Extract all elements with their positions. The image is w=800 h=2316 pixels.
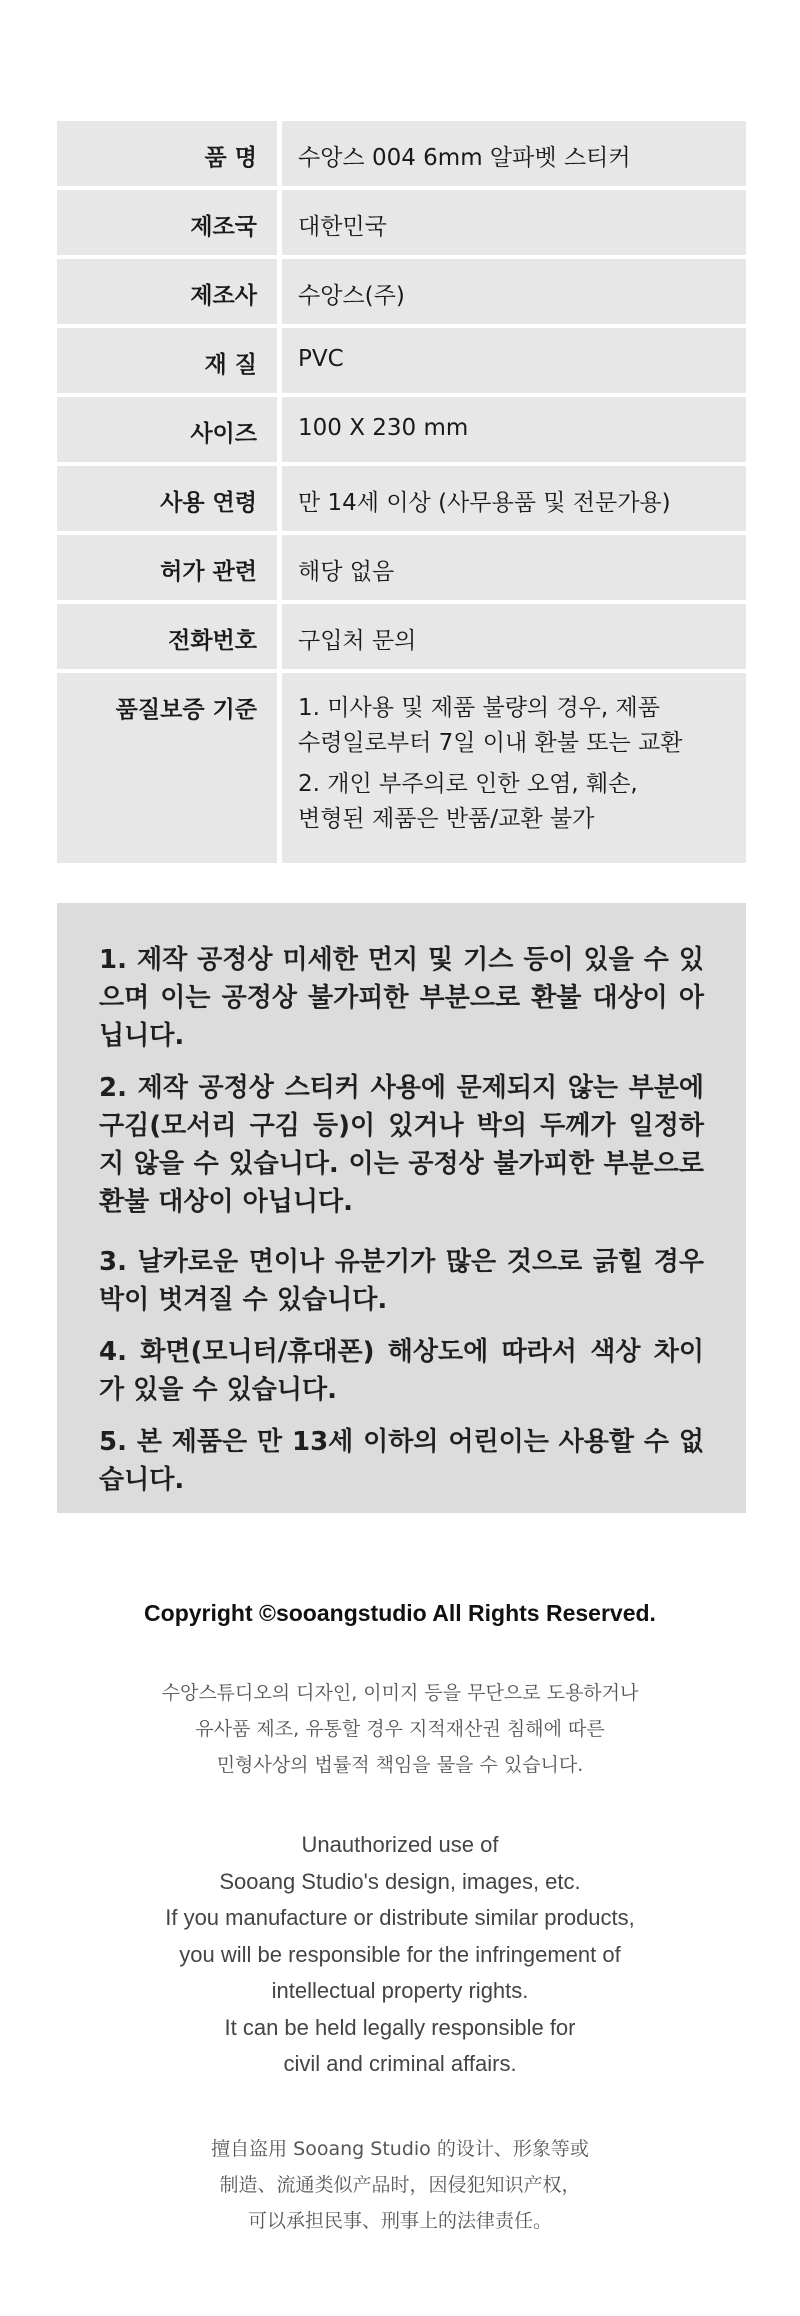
chinese-line: 可以承担民事、刑事上的法律责任。 [247,2209,552,2232]
spec-label: 제조국 [57,190,282,255]
spec-label: 품질보증 기준 [57,673,282,863]
korean-line: 민형사상의 법률적 책임을 물을 수 있습니다. [216,1754,584,1776]
english-line: Sooang Studio's design, images, etc. [219,1868,581,1894]
copyright-text: Copyright ©sooangstudio All Rights Reserved. [144,1600,656,1626]
spec-value: 수앙스(주) [282,259,746,324]
spec-value: 해당 없음 [282,535,746,600]
english-line: It can be held legally responsible for [224,2014,576,2040]
notice-item: 2. 제작 공정상 스티커 사용에 문제되지 않는 부분에 구김(모서리 구김 등)이 있거나 박의 두께가 일정하지 않을 수 있습니다. 이는 공정상 불가피한 부분으로 환불 대상이 아닙니다. [99,1073,704,1217]
spec-value: PVC [282,328,746,393]
notice-item: 3. 날카로운 면이나 유분기가 많은 것으로 긁힐 경우 박이 벗겨질 수 있습니다. [99,1247,704,1315]
korean-notice [0,1675,800,1783]
spec-row-size [57,397,746,462]
spec-label: 품 명 [57,121,282,186]
spec-label: 제조사 [57,259,282,324]
spec-value: 100 X 230 mm [282,397,746,462]
quality-line: 수령일로부터 7일 이내 환불 또는 교환 [298,730,683,756]
notice-item: 5. 본 제품은 만 13세 이하의 어린이는 사용할 수 없습니다. [99,1427,704,1495]
spec-value: 대한민국 [282,190,746,255]
quality-line: 1. 미사용 및 제품 불량의 경우, 제품 [298,695,660,721]
spec-value: 수앙스 004 6mm 알파벳 스티커 [282,121,746,186]
spec-row-manufacturer [57,259,746,324]
chinese-line: 制造、流通类似产品时，因侵犯知识产权， [219,2173,581,2196]
spec-label: 전화번호 [57,604,282,669]
spec-value [282,673,746,863]
spec-value: 구입처 문의 [282,604,746,669]
spec-row-phone [57,604,746,669]
spec-row-product-name [57,121,746,186]
notice-box [57,903,746,1513]
spec-value: 만 14세 이상 (사무용품 및 전문가용) [282,466,746,531]
spec-row-permit [57,535,746,600]
copyright-footer [0,1600,800,2239]
korean-line: 수앙스튜디오의 디자인, 이미지 등을 무단으로 도용하거나 [161,1682,639,1704]
notice-item: 4. 화면(모니터/휴대폰) 해상도에 따라서 색상 차이가 있을 수 있습니다. [99,1337,704,1405]
spec-row-age [57,466,746,531]
korean-line: 유사품 제조, 유통할 경우 지적재산권 침해에 따른 [195,1718,605,1740]
quality-line: 변형된 제품은 반품/교환 불가 [298,806,595,832]
english-line: Unauthorized use of [301,1832,499,1857]
spec-label: 사이즈 [57,397,282,462]
english-notice [0,1827,800,2083]
spec-row-material [57,328,746,393]
quality-line: 2. 개인 부주의로 인한 오염, 훼손, [298,771,638,797]
spec-label: 재 질 [57,328,282,393]
spec-label: 사용 연령 [57,466,282,531]
chinese-notice [0,2131,800,2239]
product-spec-table [57,117,746,867]
english-line: If you manufacture or distribute similar products, [165,1905,635,1930]
english-line: intellectual property rights. [271,1978,529,2003]
spec-row-country [57,190,746,255]
chinese-line: 擅自盗用 Sooang Studio 的设计、形象等或 [211,2137,589,2160]
notice-item: 1. 제작 공정상 미세한 먼지 및 기스 등이 있을 수 있으며 이는 공정상 불가피한 부분으로 환불 대상이 아닙니다. [99,945,704,1051]
english-line: civil and criminal affairs. [283,2051,517,2076]
english-line: you will be responsible for the infringement of [179,1941,621,1967]
spec-row-quality [57,673,746,863]
spec-label: 허가 관련 [57,535,282,600]
